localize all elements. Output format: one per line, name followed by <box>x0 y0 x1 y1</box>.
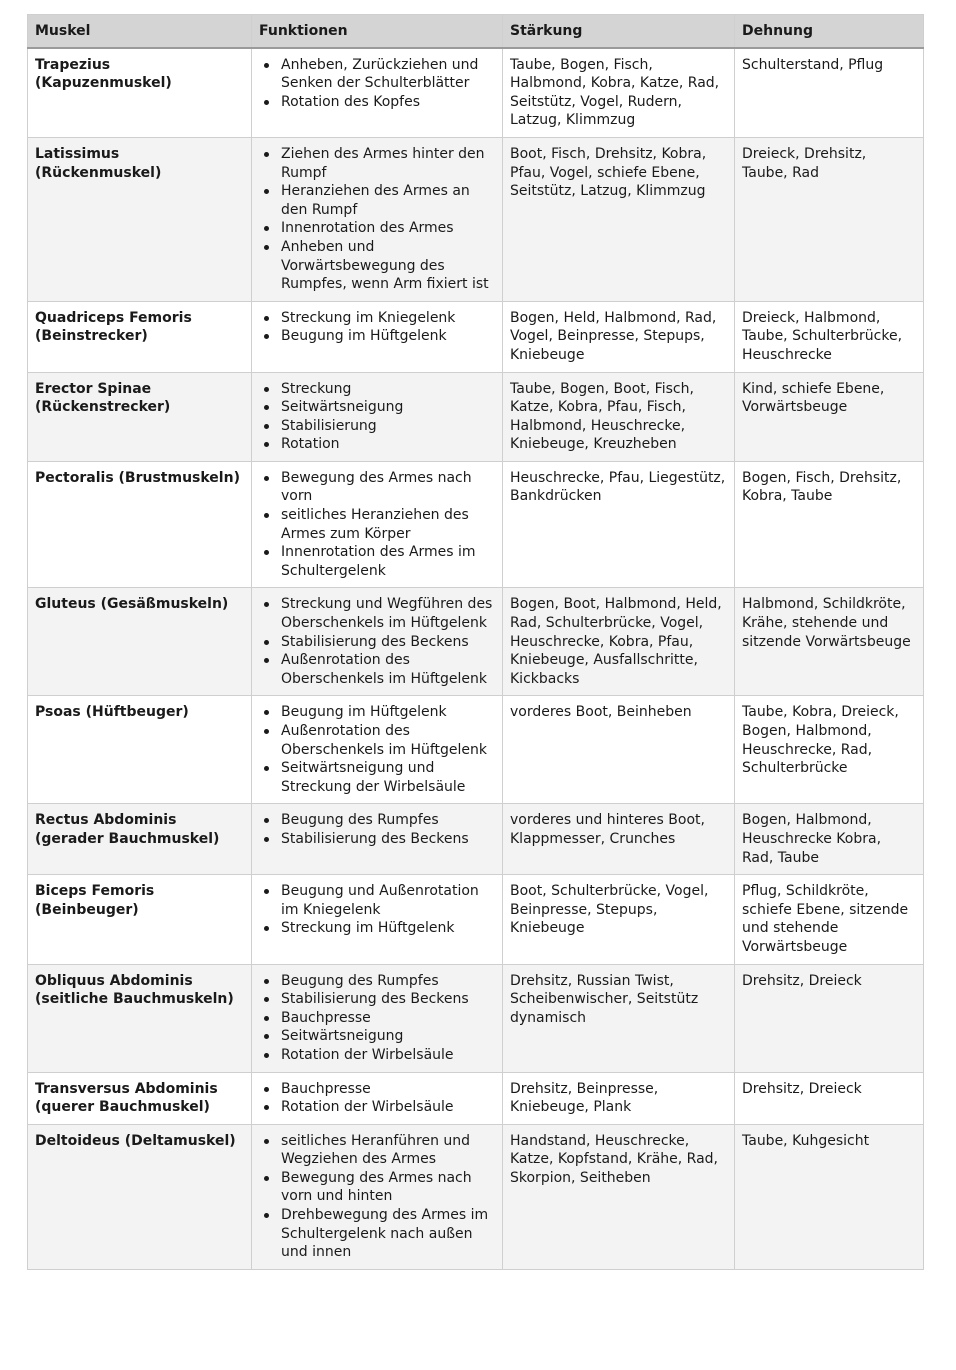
muscle-name-cell: Rectus Abdominis (gerader Bauchmuskel) <box>28 804 252 875</box>
table-body <box>28 48 924 1270</box>
functions-list <box>259 972 495 1065</box>
muscle-table <box>27 14 924 1270</box>
strengthening-cell: vorderes Boot, Beinheben <box>503 696 735 804</box>
function-item: Beugung des Rumpfes <box>281 972 495 991</box>
header-muscle: Muskel <box>28 15 252 48</box>
stretching-cell: Dreieck, Drehsitz, Taube, Rad <box>735 137 924 301</box>
function-item: Innenrotation des Armes im Schultergelenk <box>281 543 495 580</box>
stretching-cell: Schulterstand, Pflug <box>735 48 924 138</box>
function-item: Beugung im Hüftgelenk <box>281 703 495 722</box>
muscle-name-cell: Pectoralis (Brustmuskeln) <box>28 461 252 588</box>
functions-list <box>259 703 495 796</box>
stretching-cell: Kind, schiefe Ebene, Vorwärtsbeuge <box>735 372 924 461</box>
function-item: Seitwärtsneigung und Streckung der Wirbelsäule <box>281 759 495 796</box>
muscle-name-cell: Latissimus (Rückenmuskel) <box>28 137 252 301</box>
muscle-name-cell: Trapezius (Kapuzenmuskel) <box>28 48 252 138</box>
function-item: Bewegung des Armes nach vorn und hinten <box>281 1169 495 1206</box>
header-strengthening: Stärkung <box>503 15 735 48</box>
stretching-cell: Dreieck, Halbmond, Taube, Schulterbrücke, Heuschrecke <box>735 301 924 372</box>
muscle-name-cell: Gluteus (Gesäßmuskeln) <box>28 588 252 696</box>
function-item: Drehbewegung des Armes im Schultergelenk nach außen und innen <box>281 1206 495 1262</box>
functions-cell <box>252 137 503 301</box>
function-item: Ziehen des Armes hinter den Rumpf <box>281 145 495 182</box>
table-row <box>28 137 924 301</box>
table-row <box>28 372 924 461</box>
functions-list <box>259 811 495 848</box>
function-item: Seitwärtsneigung <box>281 398 495 417</box>
function-item: Rotation der Wirbelsäule <box>281 1098 495 1117</box>
table-row <box>28 461 924 588</box>
strengthening-cell: Boot, Fisch, Drehsitz, Kobra, Pfau, Vogel, schiefe Ebene, Seitstütz, Latzug, Klimmzug <box>503 137 735 301</box>
table-row <box>28 696 924 804</box>
strengthening-cell: Taube, Bogen, Fisch, Halbmond, Kobra, Katze, Rad, Seitstütz, Vogel, Rudern, Latzug, Klimmzug <box>503 48 735 138</box>
functions-list <box>259 380 495 454</box>
muscle-name-cell: Erector Spinae (Rückenstrecker) <box>28 372 252 461</box>
strengthening-cell: Heuschrecke, Pfau, Liegestütz, Bankdrücken <box>503 461 735 588</box>
stretching-cell: Taube, Kobra, Dreieck, Bogen, Halbmond, Heuschrecke, Rad, Schulterbrücke <box>735 696 924 804</box>
functions-cell <box>252 461 503 588</box>
function-item: Anheben und Vorwärtsbewegung des Rumpfes, wenn Arm fixiert ist <box>281 238 495 294</box>
functions-list <box>259 56 495 112</box>
table-row <box>28 588 924 696</box>
functions-cell <box>252 875 503 964</box>
muscle-name-cell: Quadriceps Femoris (Beinstrecker) <box>28 301 252 372</box>
muscle-name-cell: Obliquus Abdominis (seitliche Bauchmuskeln) <box>28 964 252 1072</box>
function-item: Bewegung des Armes nach vorn <box>281 469 495 506</box>
header-row <box>28 15 924 48</box>
function-item: Rotation des Kopfes <box>281 93 495 112</box>
function-item: Bauchpresse <box>281 1080 495 1099</box>
strengthening-cell: Handstand, Heuschrecke, Katze, Kopfstand, Krähe, Rad, Skorpion, Seitheben <box>503 1124 735 1269</box>
functions-cell <box>252 1124 503 1269</box>
function-item: Stabilisierung <box>281 417 495 436</box>
strengthening-cell: Bogen, Held, Halbmond, Rad, Vogel, Beinpresse, Stepups, Kniebeuge <box>503 301 735 372</box>
function-item: Streckung und Wegführen des Oberschenkels im Hüftgelenk <box>281 595 495 632</box>
function-item: Stabilisierung des Beckens <box>281 990 495 1009</box>
stretching-cell: Taube, Kuhgesicht <box>735 1124 924 1269</box>
functions-list <box>259 1132 495 1262</box>
functions-list <box>259 145 495 294</box>
functions-list <box>259 595 495 688</box>
functions-cell <box>252 964 503 1072</box>
function-item: Streckung <box>281 380 495 399</box>
functions-cell <box>252 372 503 461</box>
function-item: Streckung im Hüftgelenk <box>281 919 495 938</box>
stretching-cell: Drehsitz, Dreieck <box>735 1072 924 1124</box>
muscle-name-cell: Deltoideus (Deltamuskel) <box>28 1124 252 1269</box>
functions-cell <box>252 804 503 875</box>
stretching-cell: Pflug, Schildkröte, schiefe Ebene, sitzende und stehende Vorwärtsbeuge <box>735 875 924 964</box>
function-item: Beugung im Hüftgelenk <box>281 327 495 346</box>
functions-list <box>259 882 495 938</box>
header-stretching: Dehnung <box>735 15 924 48</box>
table-row <box>28 48 924 138</box>
function-item: seitliches Heranführen und Wegziehen des Armes <box>281 1132 495 1169</box>
function-item: Stabilisierung des Beckens <box>281 633 495 652</box>
functions-cell <box>252 588 503 696</box>
function-item: Seitwärtsneigung <box>281 1027 495 1046</box>
table-row <box>28 1124 924 1269</box>
strengthening-cell: Drehsitz, Russian Twist, Scheibenwischer, Seitstütz dynamisch <box>503 964 735 1072</box>
stretching-cell: Halbmond, Schildkröte, Krähe, stehende und sitzende Vorwärtsbeuge <box>735 588 924 696</box>
strengthening-cell: Boot, Schulterbrücke, Vogel, Beinpresse, Stepups, Kniebeuge <box>503 875 735 964</box>
function-item: Streckung im Kniegelenk <box>281 309 495 328</box>
muscle-name-cell: Psoas (Hüftbeuger) <box>28 696 252 804</box>
strengthening-cell: Bogen, Boot, Halbmond, Held, Rad, Schulterbrücke, Vogel, Heuschrecke, Kobra, Pfau, Kniebeuge, Ausfallschritte, Kickbacks <box>503 588 735 696</box>
table-row <box>28 964 924 1072</box>
functions-cell <box>252 301 503 372</box>
table-row <box>28 804 924 875</box>
function-item: Beugung und Außenrotation im Kniegelenk <box>281 882 495 919</box>
muscle-name-cell: Transversus Abdominis (querer Bauchmuskel) <box>28 1072 252 1124</box>
stretching-cell: Bogen, Fisch, Drehsitz, Kobra, Taube <box>735 461 924 588</box>
functions-cell <box>252 48 503 138</box>
function-item: Außenrotation des Oberschenkels im Hüftgelenk <box>281 651 495 688</box>
functions-cell <box>252 696 503 804</box>
function-item: Beugung des Rumpfes <box>281 811 495 830</box>
header-functions: Funktionen <box>252 15 503 48</box>
strengthening-cell: Drehsitz, Beinpresse, Kniebeuge, Plank <box>503 1072 735 1124</box>
table-row <box>28 875 924 964</box>
function-item: Bauchpresse <box>281 1009 495 1028</box>
muscle-name-cell: Biceps Femoris (Beinbeuger) <box>28 875 252 964</box>
table-row <box>28 1072 924 1124</box>
function-item: Stabilisierung des Beckens <box>281 830 495 849</box>
functions-list <box>259 469 495 581</box>
table-header <box>28 15 924 48</box>
function-item: Außenrotation des Oberschenkels im Hüftgelenk <box>281 722 495 759</box>
stretching-cell: Bogen, Halbmond, Heuschrecke Kobra, Rad, Taube <box>735 804 924 875</box>
function-item: Anheben, Zurückziehen und Senken der Schulterblätter <box>281 56 495 93</box>
strengthening-cell: Taube, Bogen, Boot, Fisch, Katze, Kobra, Pfau, Fisch, Halbmond, Heuschrecke, Kniebeuge, Kreuzheben <box>503 372 735 461</box>
stretching-cell: Drehsitz, Dreieck <box>735 964 924 1072</box>
strengthening-cell: vorderes und hinteres Boot, Klappmesser, Crunches <box>503 804 735 875</box>
function-item: seitliches Heranziehen des Armes zum Körper <box>281 506 495 543</box>
functions-cell <box>252 1072 503 1124</box>
functions-list <box>259 309 495 346</box>
function-item: Rotation <box>281 435 495 454</box>
function-item: Heranziehen des Armes an den Rumpf <box>281 182 495 219</box>
function-item: Rotation der Wirbelsäule <box>281 1046 495 1065</box>
functions-list <box>259 1080 495 1117</box>
table-row <box>28 301 924 372</box>
function-item: Innenrotation des Armes <box>281 219 495 238</box>
